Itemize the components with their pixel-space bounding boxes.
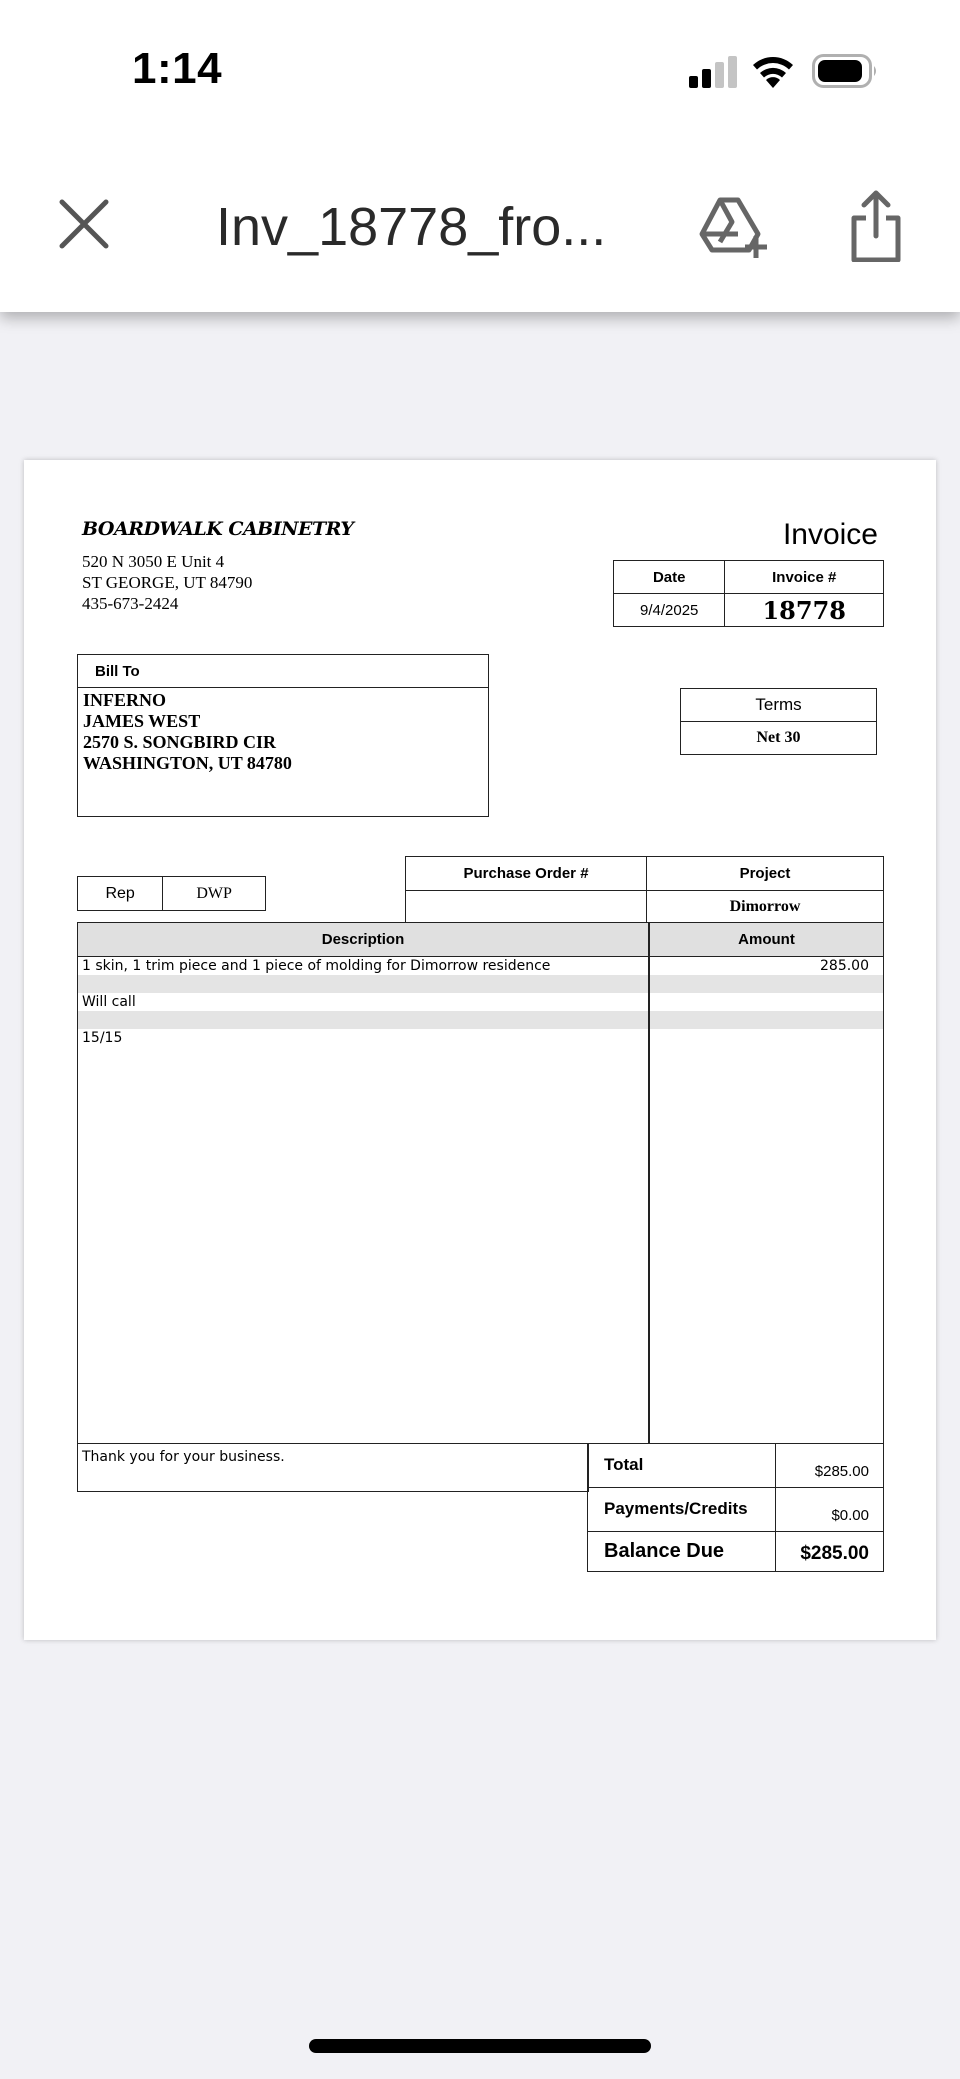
- cellular-signal-icon: [689, 56, 737, 88]
- row-description: 1 skin, 1 trim piece and 1 piece of molding for Dimorrow residence: [82, 958, 551, 974]
- invoice-page: [24, 460, 936, 1640]
- table-row: [78, 993, 883, 1011]
- terms-value: Net 30: [681, 722, 877, 755]
- project-label: Project: [647, 857, 884, 891]
- close-icon[interactable]: [58, 198, 110, 250]
- payments-label: Payments/Credits: [588, 1487, 776, 1531]
- company-address-line2: ST GEORGE, UT 84790: [82, 573, 253, 592]
- rep-box: [77, 876, 266, 911]
- totals-box: [587, 1444, 884, 1572]
- description-header: Description: [321, 931, 405, 948]
- line-items-table: [77, 922, 884, 1444]
- invoice-number-value: 18778: [725, 594, 884, 627]
- document-title: Inv_18778_fro...: [216, 197, 607, 257]
- company-phone: 435-673-2424: [82, 594, 179, 613]
- po-project-box: [405, 856, 884, 924]
- bill-to-line: 2570 S. SONGBIRD CIR: [83, 732, 277, 752]
- company-name: BOARDWALK CABINETRY: [82, 518, 354, 540]
- column-divider: [648, 923, 650, 1443]
- battery-icon: [812, 54, 878, 88]
- row-amount: 285.00: [820, 958, 869, 974]
- rep-label: Rep: [78, 877, 163, 911]
- table-row: [78, 975, 883, 993]
- thank-you-note: Thank you for your business.: [77, 1444, 589, 1492]
- payments-value: $0.00: [776, 1487, 884, 1531]
- table-row: [78, 1011, 883, 1029]
- top-bar: [0, 0, 960, 312]
- terms-box: [680, 688, 877, 755]
- total-label: Total: [588, 1444, 776, 1487]
- share-icon[interactable]: [850, 190, 902, 262]
- amount-header: Amount: [738, 931, 795, 948]
- add-to-drive-icon[interactable]: [698, 196, 768, 258]
- bill-to-line: JAMES WEST: [83, 711, 201, 731]
- total-value: $285.00: [776, 1444, 884, 1487]
- table-row: [78, 1029, 883, 1047]
- row-description: 15/15: [82, 1030, 123, 1046]
- date-value: 9/4/2025: [614, 594, 725, 627]
- bill-to-label: Bill To: [78, 655, 488, 688]
- bill-to-box: [77, 654, 489, 817]
- po-label: Purchase Order #: [406, 857, 647, 891]
- po-value: [406, 891, 647, 924]
- company-address-line1: 520 N 3050 E Unit 4: [82, 552, 225, 571]
- bill-to-line: INFERNO: [83, 690, 167, 710]
- date-invoice-box: [613, 560, 884, 627]
- bill-to-line: WASHINGTON, UT 84780: [83, 753, 292, 773]
- balance-due-value: $285.00: [776, 1531, 884, 1571]
- rep-value: DWP: [163, 877, 266, 911]
- project-value: Dimorrow: [647, 891, 884, 924]
- line-items-header: [78, 923, 883, 957]
- home-indicator[interactable]: [309, 2039, 651, 2053]
- table-row: [78, 957, 883, 975]
- balance-due-label: Balance Due: [588, 1531, 776, 1571]
- invoice-title: Invoice: [782, 518, 878, 551]
- invoice-number-label: Invoice #: [725, 561, 884, 594]
- terms-label: Terms: [681, 689, 877, 722]
- row-description: Will call: [82, 994, 136, 1010]
- date-label: Date: [614, 561, 725, 594]
- wifi-icon: [752, 54, 794, 88]
- status-time: 1:14: [132, 44, 223, 93]
